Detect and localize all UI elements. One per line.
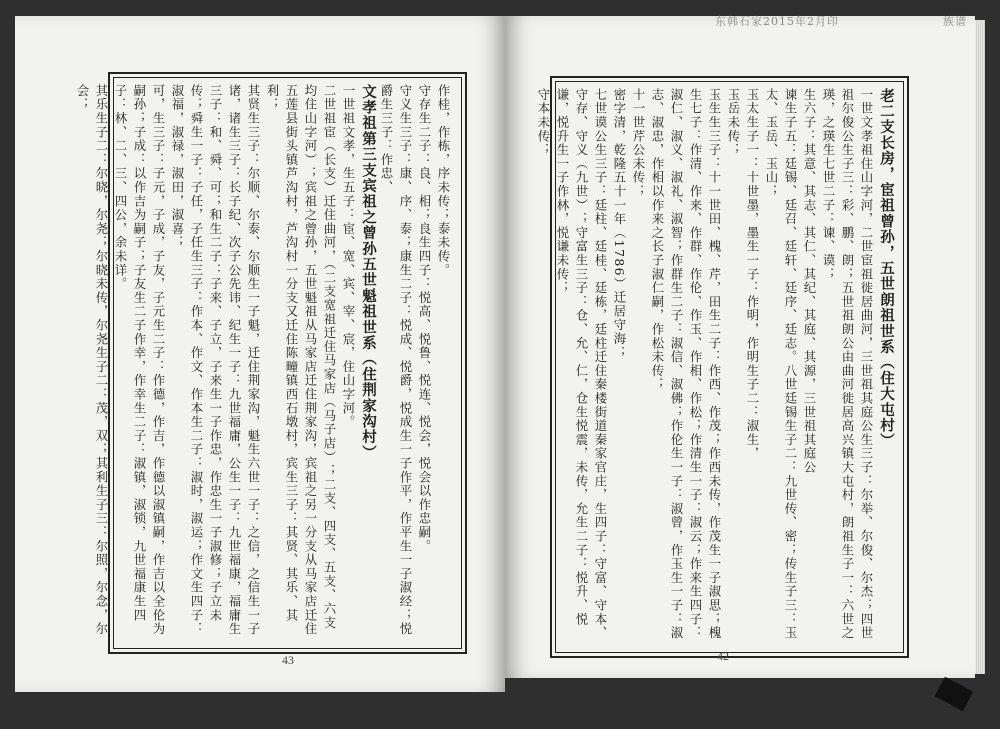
paragraph: 其乐生子二：尔晓，尔尧；尔晓未传，尔尧生子二：茂，双；其利生子三：尔照，尔念，尔会； bbox=[75, 84, 109, 636]
paragraph: 十一世芹公未传； bbox=[631, 88, 646, 199]
paragraph: 谏生子五：廷锡、廷召、廷轩、廷序、廷志。八世廷锡生子二：九世传、密；传生子三：玉太、玉岳、玉山； bbox=[764, 88, 798, 640]
right-page-frame bbox=[536, 76, 909, 658]
paragraph: 守本未传； bbox=[536, 88, 551, 157]
paragraph: 守义生三子：康、序、泰；康生二子：悦成、悦爵，悦成生一子作平，作平生一子淑经；悦爵生三子：作忠、 bbox=[379, 84, 413, 636]
page-edges bbox=[975, 20, 985, 674]
right-page-text bbox=[536, 88, 895, 646]
paragraph: 二世祖宦（长支）迁住曲河，（二支宽祖迁住马家店（马子店）；二支、四支、五支、六支均住山字河）；宾祖之曾孙，五世魁祖从马家店迁住荆家沟，宾祖之另一分支从马家店迁住五莲县街头镇芦沟村，芦沟村一分支又迁住陈疃镇西石墩村，宾生三子：其贤、其乐、其利； bbox=[265, 84, 337, 636]
section-heading: 老二支长房，宦祖曾孙，五世朗祖世系（住大屯村） bbox=[878, 88, 894, 450]
paragraph: 一世文孝祖住山字河，二世宦祖徙居曲河，三世祖其庭公生三子：尔举、尔俊、尔杰；四世祖尔俊公生子三：彩、鹏、朗；五世祖朗公由曲河徙居高兴镇大屯村，朗祖生子一：六世之瑛，之瑛生七世二子：谏、谟； bbox=[821, 88, 874, 640]
paragraph: 玉太生子一：十世墨，墨生一子：作明，作明生子二：淑生， bbox=[745, 88, 760, 461]
left-page-text bbox=[75, 84, 453, 642]
bookmark-ribbon bbox=[935, 677, 974, 711]
running-head: 东韩石家2015年2月印 bbox=[715, 15, 839, 28]
running-head-right: 族谱 bbox=[943, 15, 967, 28]
paragraph: 作桂，作栋，序未传；泰未传。 bbox=[436, 84, 451, 278]
page-number: 43 bbox=[282, 653, 294, 667]
paragraph: 其贤生三子：尔顺、尔泰、尔顺生一子魁，迁住荆家沟，魁生六世一子：之信，之信生一子诸，诸生三子：长子纪、次子公先讳、纪生一子：九世福庸，公生一子：九世福康，福庸生三子：和、舜、可；和生二子：子来、子立，子来生一子作忠，作忠生一子淑修；子立未传；舜生一子：子任，子任生三子：作本、作文、作本生二子：淑时，淑运；作文生四子：淑福，淑禄，淑田，淑喜； bbox=[170, 84, 261, 636]
paragraph: 玉生生三子：十一世田、槐、芹，田生二子：作西、作茂；作西未传，作茂生一子淑思；槐生七子：作清、作来、作群、作伦、作玉、作相、作松；作清生一子：淑云；作来生四子：淑仁、淑义、淑礼、淑智；作群生二子：淑信、淑佛；作伦生一子：淑曾，作玉生一子：淑志、淑忠，作相以作来之长子淑仁嗣，作松未传； bbox=[650, 88, 722, 640]
left-page bbox=[15, 16, 505, 692]
paragraph: 可，生三子：子元，子成，子友，子元生二子：作德，作吉，作德以淑镇嗣，作吉以全伦为嗣孙；子成：以作吉为嗣子；子友生二子作幸，作幸生二子：淑镇，淑锁，九世福康生四子：林、二、三、四公，余未详。 bbox=[113, 84, 166, 636]
paragraph: 守存生二子：良、相；良生四子：悦高、悦鲁、悦连、悦会，悦会以作忠嗣。 bbox=[417, 84, 432, 554]
right-page bbox=[505, 16, 975, 678]
paragraph: 玉岳未传； bbox=[726, 88, 741, 157]
page-number: 42 bbox=[717, 649, 729, 663]
paragraph: 密字清，乾隆五十一年（1786）迁居守海； bbox=[612, 88, 627, 360]
left-page-frame bbox=[75, 72, 467, 654]
paragraph: 一世祖文孝，生五子：宦、宽、宾、宰、宸，住山字河。 bbox=[341, 84, 356, 429]
section-heading: 文孝祖第三支宾祖之曾孙五世魁祖世系（住荆家沟村） bbox=[360, 84, 376, 461]
paragraph: 生六子：其意、其志、其仁、其纪、其庭、其源，三世祖其庭公 bbox=[802, 88, 817, 475]
paragraph: 七世谟公生三子：廷柱、廷桂、廷栋，廷柱迁住秦楼街道秦家官庄，生四子：守富、守本、守存、守义（九世）；守富生三子：仓、允、仁，仓生悦震，未传，允生二子：悦升、悦谦，悦升生一子作林，悦谦未传； bbox=[555, 88, 608, 640]
